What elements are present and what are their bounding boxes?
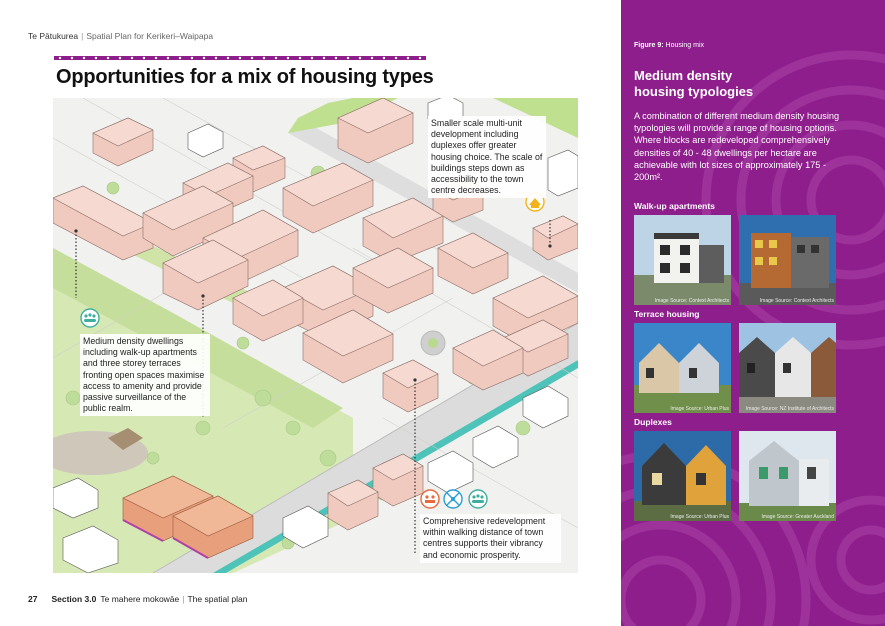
panel-heading-line-2: housing typologies [634, 84, 754, 99]
callout-medium-density: Medium density dwellings including walk-up apartments and three storey terraces fronting open spaces maximise access to amenity and provide passive surveillance of the public realm. [80, 334, 210, 416]
photo-source: Image Source: Context Architects [654, 298, 729, 304]
section-label: Section 3.0 [51, 594, 97, 604]
photo-walk-up-1 [634, 215, 731, 305]
photo-terrace-2 [739, 323, 836, 413]
connectivity-icon [444, 490, 462, 508]
section-title: Te mahere mokowāe [100, 594, 180, 604]
photo-source: Image Source: NZ Institute of Architects [745, 406, 834, 412]
header-separator: | [81, 31, 84, 41]
figure-label: Figure 9: [634, 42, 664, 49]
figure-title: Housing mix [665, 42, 705, 49]
photo-duplex-2 [739, 431, 836, 521]
callout-smaller-scale: Smaller scale multi-unit development including duplexes offer greater housing choice. The scale of buildings steps down as accessibility to the town centre decreases. [428, 116, 546, 198]
photo-terrace-1 [634, 323, 731, 413]
category-label-walk-up: Walk-up apartments [634, 201, 715, 211]
housing-mix-panel [621, 0, 885, 626]
category-label-terrace: Terrace housing [634, 309, 700, 319]
panel-heading [634, 68, 834, 100]
callout-comprehensive-redevelopment: Comprehensive redevelopment within walking distance of town centres supports their vibrancy and economic prosperity. [420, 514, 561, 563]
footer-separator: | [182, 594, 185, 604]
photo-duplex-1 [634, 431, 731, 521]
prosperity-icon [469, 490, 487, 508]
panel-body-text: A combination of different medium density housing typologies will provide a range of housing options. Where blocks are redeveloped comprehensively densities of 40 - 48 dwellings per hectare are achievable with lot sizes of approximately 175 - 200m². [634, 111, 840, 183]
page-title: Opportunities for a mix of housing types [56, 66, 434, 88]
photo-source: Image Source: Urban Plus [670, 514, 729, 520]
page-footer [28, 594, 248, 604]
document-subtitle: Spatial Plan for Kerikeri–Waipapa [86, 31, 214, 41]
page-number: 27 [28, 594, 38, 604]
decorative-ribbon [54, 55, 426, 61]
photo-walk-up-2 [739, 215, 836, 305]
community-icon [81, 309, 99, 327]
page-header [28, 31, 213, 41]
figure-caption [634, 42, 704, 49]
photo-source: Image Source: Urban Plus [670, 406, 729, 412]
panel-heading-line-1: Medium density [634, 68, 733, 83]
section-subtitle: The spatial plan [187, 594, 248, 604]
photo-source: Image Source: Greater Auckland [761, 514, 834, 520]
document-name: Te Pātukurea [28, 31, 79, 41]
category-label-duplexes: Duplexes [634, 417, 672, 427]
vibrancy-icon [421, 490, 439, 508]
photo-source: Image Source: Context Architects [759, 298, 834, 304]
